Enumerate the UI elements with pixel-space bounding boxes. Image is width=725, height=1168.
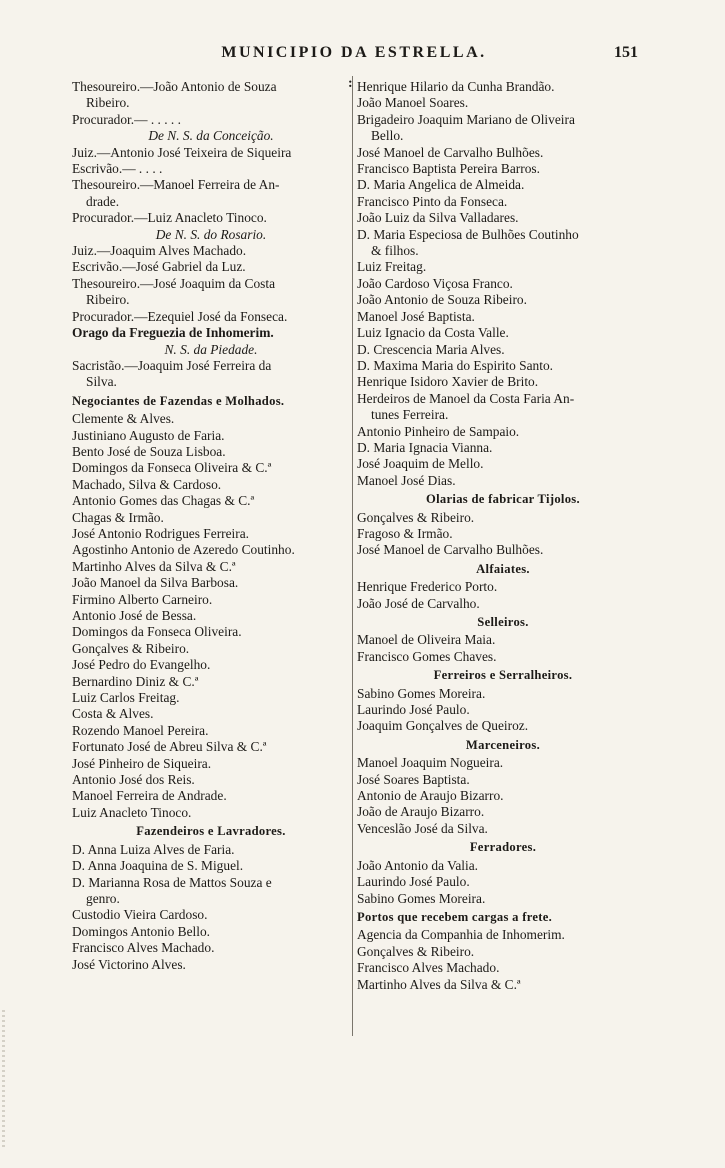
right-column-entry: José Joaquim de Mello. [357,456,484,472]
left-column-entry: D. Marianna Rosa de Mattos Souza e [72,874,272,890]
right-column-entry: Joaquim Gonçalves de Queiroz. [357,718,529,734]
right-column-entry: & filhos. [371,243,419,259]
left-column-entry: José Victorino Alves. [72,956,186,972]
left-column-entry: João Manoel da Silva Barbosa. [72,575,239,591]
right-column-entry: João José de Carvalho. [357,595,480,611]
right-column-entry: Sabino Gomes Moreira. [357,890,486,906]
left-column-entry: genro. [86,890,120,906]
right-column-entry: Bello. [371,128,404,144]
left-column-section-heading: Orago da Freguezia de Inhomerim. [72,325,274,341]
left-column-section-heading: Fazendeiros e Lavradores. [136,824,286,839]
right-column-entry: D. Maria Ignacia Vianna. [357,439,493,455]
left-column-entry: Luiz Carlos Freitag. [72,690,180,706]
right-column-entry: Laurindo José Paulo. [357,702,470,718]
right-column-entry: Francisco Baptista Pereira Barros. [357,161,540,177]
left-column-entry: Domingos Antonio Bello. [72,923,211,939]
left-column-entry: Procurador.—Luiz Anacleto Tinoco. [72,210,267,226]
right-column-entry: Herdeiros de Manoel da Costa Faria An- [357,390,575,406]
right-column-entry: José Manoel de Carvalho Bulhões. [357,542,544,558]
left-column-entry: Justiniano Augusto de Faria. [72,427,225,443]
left-column-entry: José Pedro do Evangelho. [72,657,211,673]
right-column-entry: José Manoel de Carvalho Bulhões. [357,144,544,160]
left-column-entry: Escrivão.—José Gabriel da Luz. [72,259,246,275]
left-column-entry: Martinho Alves da Silva & C.ª [72,558,236,574]
left-column-entry: Ribeiro. [86,95,130,111]
right-column-section-heading: Ferreiros e Serralheiros. [433,668,573,683]
left-column-entry: Thesoureiro.—João Antonio de Souza [72,79,277,94]
left-column-section-heading: Negociantes de Fazendas e Molhados. [72,393,285,408]
left-column-entry: Agostinho Antonio de Azeredo Coutinho. [72,542,295,558]
right-column-entry: Luiz Freitag. [357,259,427,275]
right-column-entry: Antonio Pinheiro de Sampaio. [357,423,520,439]
right-column-entry: D. Crescencia Maria Alves. [357,341,505,357]
left-column-entry: Thesoureiro.—José Joaquim da Costa [72,275,276,291]
right-column-entry: Henrique Isidoro Xavier de Brito. [357,374,539,390]
right-column-entry: Gonçalves & Ribeiro. [357,509,475,525]
right-column-section-heading: Selleiros. [477,615,529,629]
right-column-entry: Fragoso & Irmão. [357,525,453,541]
right-column-entry: Sabino Gomes Moreira. [357,685,486,701]
right-column-entry: D. Maria Especiosa de Bulhões Coutinho [357,226,579,242]
left-column-entry: Juiz.—Joaquim Alves Machado. [72,243,247,259]
column-divider-colon: : [348,76,353,91]
page-title: MUNICIPIO DA ESTRELLA. [221,44,487,61]
left-column-entry: Chagas & Irmão. [72,509,164,525]
right-column-entry: Francisco Alves Machado. [357,960,500,976]
right-column-entry: João Antonio da Valia. [357,857,478,873]
right-column-entry: Manoel José Dias. [357,472,456,488]
right-column-entry: tunes Ferreira. [371,407,449,423]
right-column-entry: Laurindo José Paulo. [357,874,470,890]
right-column-entry: Antonio de Araujo Bizarro. [357,788,504,804]
left-column-entry: Juiz.—Antonio José Teixeira de Siqueira [72,144,292,160]
left-column-entry: Manoel Ferreira de Andrade. [72,788,227,804]
left-column-entry: Domingos da Fonseca Oliveira & C.ª [72,460,272,476]
right-column-entry: Luiz Ignacio da Costa Valle. [357,325,509,341]
right-column-entry: José Soares Baptista. [357,771,470,787]
right-column-section-heading: Portos que recebem cargas a frete. [357,909,553,924]
left-column-entry: Rozendo Manoel Pereira. [72,722,209,738]
right-column-entry: João Cardoso Viçosa Franco. [357,275,513,291]
right-column-entry: Venceslão José da Silva. [357,820,488,836]
right-column-entry: Henrique Hilario da Cunha Brandão. [357,79,555,94]
left-column-entry: Thesoureiro.—Manoel Ferreira de An- [72,177,280,193]
right-column-section-heading: Marceneiros. [465,737,541,752]
left-column-entry: drade. [86,193,120,209]
right-column-entry: Manoel José Baptista. [357,308,475,324]
left-column-entry: Machado, Silva & Cardoso. [72,476,222,492]
column-divider [352,76,353,1036]
left-column-entry: Luiz Anacleto Tinoco. [72,804,192,820]
left-column-entry: Domingos da Fonseca Oliveira. [72,624,242,640]
left-column-entry: Antonio José dos Reis. [72,772,195,788]
page-edge-speckle [2,1010,5,1150]
left-column-entry: Sacristão.—Joaquim José Ferreira da [72,357,272,373]
left-column-section-heading: De N. S. da Conceição. [148,128,274,144]
right-column [357,79,649,993]
right-column-entry: Francisco Gomes Chaves. [357,648,497,664]
left-column-entry: Gonçalves & Ribeiro. [72,640,190,656]
left-column-section-heading: N. S. da Piedade. [164,341,258,357]
left-column-entry: Antonio Gomes das Chagas & C.ª [72,493,255,509]
left-column-entry: D. Anna Joaquina de S. Miguel. [72,858,244,874]
left-column-entry: Fortunato José de Abreu Silva & C.ª [72,739,267,755]
left-column-section-heading: De N. S. do Rosario. [155,226,267,242]
left-column-entry: Clemente & Alves. [72,411,175,427]
right-column-section-heading: Ferradores. [469,840,537,855]
left-column-entry: Antonio José de Bessa. [72,608,197,623]
right-column-entry: Henrique Frederico Porto. [357,579,498,595]
right-column-entry: Manoel Joaquim Nogueira. [357,755,504,771]
left-column-entry: José Antonio Rodrigues Ferreira. [72,525,250,541]
right-column-entry: João Luiz da Silva Valladares. [357,210,519,226]
right-column-section-heading: Olarias de fabricar Tijolos. [426,492,580,507]
right-column-entry: João de Araujo Bizarro. [357,804,485,820]
right-column-entry: Gonçalves & Ribeiro. [357,943,475,959]
running-header [70,44,638,66]
left-column-entry: Escrivão.— . . . . [72,161,163,177]
right-column-entry: Francisco Pinto da Fonseca. [357,193,508,209]
left-column-entry: Bento José de Souza Lisboa. [72,443,226,459]
right-column-entry: Agencia da Companhia de Inhomerim. [357,927,565,943]
right-column-entry: Martinho Alves da Silva & C.ª [357,976,521,992]
left-column-entry: Procurador.— . . . . . [72,111,181,127]
left-column-entry: Costa & Alves. [72,706,154,722]
right-column-entry: João Manoel Soares. [357,95,469,111]
page-number: 151 [614,44,638,61]
left-column-entry: Firmino Alberto Carneiro. [72,591,213,607]
left-column-entry: D. Anna Luiza Alves de Faria. [72,841,235,857]
right-column-entry: João Antonio de Souza Ribeiro. [357,292,527,308]
right-column-section-heading: Alfaiates. [476,561,530,576]
left-column-entry: Bernardino Diniz & C.ª [72,673,199,689]
left-column-entry: José Pinheiro de Siqueira. [72,755,212,771]
right-column-entry: D. Maria Angelica de Almeida. [357,177,525,193]
left-column-entry: Procurador.—Ezequiel José da Fonseca. [72,308,288,324]
left-column-entry: Francisco Alves Machado. [72,940,215,956]
left-column-entry: Custodio Vieira Cardoso. [72,907,208,923]
right-column-entry: Manoel de Oliveira Maia. [357,632,496,648]
left-column-entry: Ribeiro. [86,292,130,308]
right-column-entry: Brigadeiro Joaquim Mariano de Oliveira [357,111,575,127]
left-column [72,79,350,973]
right-column-entry: D. Maxima Maria do Espirito Santo. [357,357,553,373]
left-column-entry: Silva. [86,374,117,390]
